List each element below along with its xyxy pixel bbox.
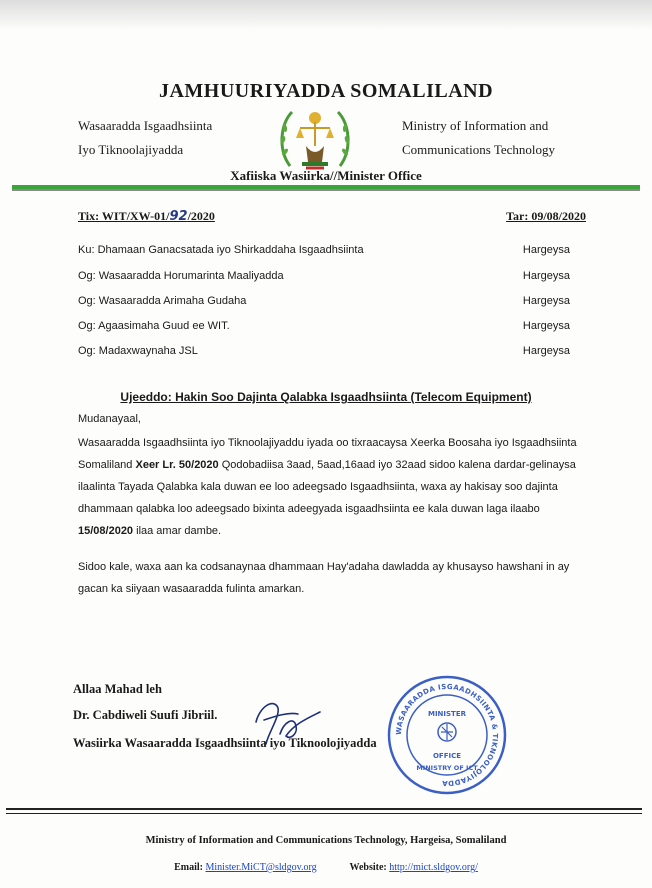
recipient-row: Og: Agaasimaha Guud ee WIT. Hargeysa <box>78 320 570 332</box>
scan-shadow <box>0 0 652 30</box>
footer-contact: Email: Minister.MiCT@sldgov.org Website: http://mict.sldgov.org/ <box>174 862 478 873</box>
footer-rule <box>6 813 642 814</box>
ministry-stamp <box>386 674 508 796</box>
handwritten-ref: 92 <box>169 209 188 224</box>
recipient-row: Ku: Dhamaan Ganacsatada iyo Shirkaddaha Isgaadhsiinta Hargeysa <box>78 244 570 256</box>
stamp-ict-text: MINISTRY OF ICT <box>416 764 478 772</box>
stamp-office-text: OFFICE <box>432 752 462 760</box>
handwritten-signature <box>250 694 330 754</box>
ministry-name-somali: Wasaaradda Isgaadhsiinta Iyo Tiknoolajiyadda <box>78 118 213 157</box>
signatory-title: Wasiirka Wasaaradda Isgaadhsiinta iyo Tiknoolojiyadda <box>73 736 377 750</box>
recipient-row: Og: Madaxwaynaha JSL Hargeysa <box>78 345 570 357</box>
stamp-ring-text: WASAARADDA ISGAADHSIINTA & TIKNOOLOJIYADDA <box>394 682 500 788</box>
body-paragraph-1: Wasaaradda Isgaadhsiinta iyo Tiknoolajiyaddu iyada oo tixraacaysa Xeerka Boosaha iyo Isgaadhsiinta Somaliland Xeer Lr. 50/2020 Qodobadiisa 3aad, 5aad,16aad iyo 32aad sidoo kalena dardar-gelinaysa ilaalinta Tayada Qalabka kala duwan ee loo adeegsado Isgaadhsiinta, waxa ay hakisay soo dajinta dhammaan qalabka loo adeegsado bixinta adeegyada isgaadhsiinta ee kala duwan laga ilaabo 15/08/2020 ilaa amar dambe. <box>78 437 577 537</box>
letter-date: Tar: 09/08/2020 <box>506 209 586 223</box>
footer-ministry: Ministry of Information and Communications Technology, Hargeisa, Somaliland <box>145 835 507 846</box>
closing: Allaa Mahad leh <box>73 682 162 696</box>
republic-title: JAMHUURIYADDA SOMALILAND <box>158 80 494 102</box>
recipient-row: Og: Wasaaradda Horumarinta Maaliyadda Hargeysa <box>78 270 570 282</box>
somaliland-coat-of-arms-icon <box>276 106 354 172</box>
stamp-minister-text: MINISTER <box>427 710 467 718</box>
body-paragraph-2: Sidoo kale, waxa aan ka codsanaynaa dhammaan Hay'adaha dawladda ay khusayso hawshani in ay gacan ka siiyaan wasaaradda fulinta amarkan. <box>78 561 570 595</box>
website-link[interactable]: http://mict.sldgov.org/ <box>389 862 478 873</box>
ministry-name-english: Ministry of Information and Communications Technology <box>402 118 556 157</box>
header-rule-grey <box>12 189 640 191</box>
stamp-emblem-icon <box>438 723 456 741</box>
letter-subject: Ujeeddo: Hakin Soo Dajinta Qalabka Isgaadhsiinta (Telecom Equipment) <box>120 390 532 404</box>
footer-rule <box>6 808 642 810</box>
office-title: Xafiiska Wasiirka//Minister Office <box>230 168 422 183</box>
signatory-name: Dr. Cabdiweli Suufi Jibriil. <box>73 708 218 722</box>
reference-number: Tix: WIT/XW-01/92/2020 <box>78 209 215 224</box>
greeting: Mudanayaal, <box>78 413 141 425</box>
email-link[interactable]: Minister.MiCT@sldgov.org <box>205 862 317 873</box>
recipient-row: Og: Wasaaradda Arimaha Gudaha Hargeysa <box>78 295 570 307</box>
